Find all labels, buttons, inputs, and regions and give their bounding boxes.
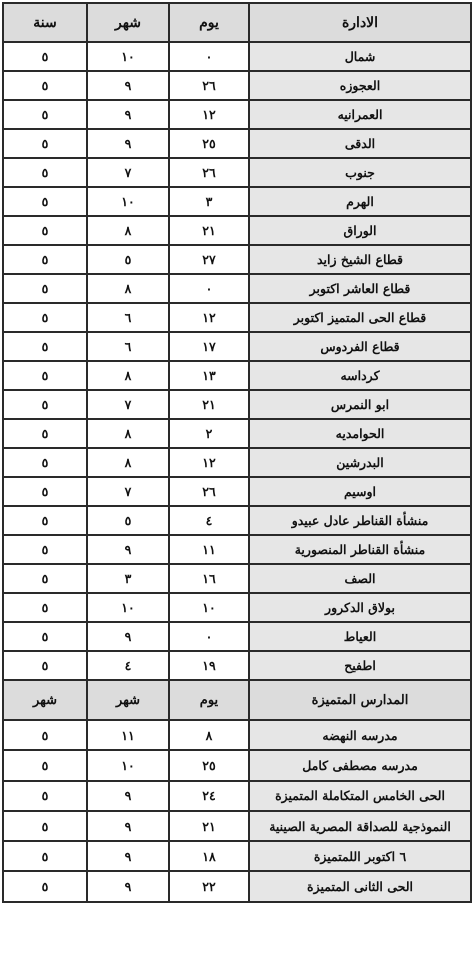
row-month-cell: ٩: [87, 100, 169, 129]
row-month-cell: ٣: [87, 564, 169, 593]
table-row: [3, 216, 471, 245]
table-row: [3, 129, 471, 158]
table-row: [3, 622, 471, 651]
table-row: [3, 303, 471, 332]
table-row: [3, 448, 471, 477]
row-year-cell: ٥: [3, 506, 87, 535]
row-day-cell: ٨: [169, 720, 249, 750]
table-row: [3, 100, 471, 129]
row-year-cell: ٥: [3, 390, 87, 419]
row-month-cell: ٧: [87, 390, 169, 419]
row-month-cell: ٩: [87, 781, 169, 811]
row-day-cell: ١٩: [169, 651, 249, 680]
row-day-cell: ١٣: [169, 361, 249, 390]
row-month-cell: ٨: [87, 216, 169, 245]
row-month-cell: ٨: [87, 274, 169, 303]
row-year-cell: ٥: [3, 781, 87, 811]
row-year-cell: ٥: [3, 129, 87, 158]
row-month-cell: ٩: [87, 535, 169, 564]
row-month-cell: ٩: [87, 129, 169, 158]
table-row: [3, 332, 471, 361]
row-year-cell: ٥: [3, 419, 87, 448]
row-year-cell: ٥: [3, 811, 87, 841]
row-month-cell: ٩: [87, 841, 169, 871]
row-day-cell: ١٢: [169, 303, 249, 332]
row-month-cell: ٦: [87, 303, 169, 332]
header-month-2: شهر: [87, 680, 169, 720]
row-day-cell: ١٦: [169, 564, 249, 593]
row-name-cell: العجوزه: [249, 71, 471, 100]
row-month-cell: ٥: [87, 245, 169, 274]
table-row: [3, 720, 471, 750]
row-day-cell: ٢٦: [169, 477, 249, 506]
table-row: [3, 390, 471, 419]
row-month-cell: ١٠: [87, 187, 169, 216]
row-name-cell: ابو النمرس: [249, 390, 471, 419]
row-name-cell: الوراق: [249, 216, 471, 245]
row-day-cell: ١٠: [169, 593, 249, 622]
row-month-cell: ٩: [87, 871, 169, 901]
schedule-table: [2, 2, 472, 903]
row-name-cell: الحى الثانى المتميزة: [249, 871, 471, 901]
table-row: [3, 158, 471, 187]
table-row: [3, 593, 471, 622]
row-name-cell: العياط: [249, 622, 471, 651]
row-year-cell: ٥: [3, 651, 87, 680]
row-month-cell: ١٠: [87, 593, 169, 622]
row-month-cell: ٧: [87, 477, 169, 506]
table-row: [3, 841, 471, 871]
row-day-cell: ٢١: [169, 811, 249, 841]
row-name-cell: الحى الخامس المتكاملة المتميزة: [249, 781, 471, 811]
table-row: [3, 419, 471, 448]
row-name-cell: قطاع العاشر اكتوبر: [249, 274, 471, 303]
header-year: سنة: [3, 3, 87, 42]
table-row: [3, 506, 471, 535]
row-name-cell: الدقى: [249, 129, 471, 158]
row-day-cell: ٠: [169, 622, 249, 651]
row-day-cell: ١٧: [169, 332, 249, 361]
table-row: [3, 651, 471, 680]
row-year-cell: ٥: [3, 720, 87, 750]
row-year-cell: ٥: [3, 187, 87, 216]
row-day-cell: ٢٦: [169, 71, 249, 100]
row-day-cell: ٢٢: [169, 871, 249, 901]
row-year-cell: ٥: [3, 303, 87, 332]
section1-header-row: [3, 3, 471, 42]
row-day-cell: ٢٥: [169, 750, 249, 780]
header-administration: الادارة: [249, 3, 471, 42]
header-day-2: يوم: [169, 680, 249, 720]
row-year-cell: ٥: [3, 564, 87, 593]
table-row: [3, 477, 471, 506]
header-day: يوم: [169, 3, 249, 42]
row-year-cell: ٥: [3, 361, 87, 390]
row-day-cell: ٢٦: [169, 158, 249, 187]
row-name-cell: الحوامديه: [249, 419, 471, 448]
row-day-cell: ٢١: [169, 390, 249, 419]
row-name-cell: جنوب: [249, 158, 471, 187]
row-month-cell: ٨: [87, 361, 169, 390]
row-name-cell: منشأة القناطر عادل عبيدو: [249, 506, 471, 535]
row-name-cell: منشأة القناطر المنصورية: [249, 535, 471, 564]
row-month-cell: ١٠: [87, 42, 169, 71]
row-month-cell: ٧: [87, 158, 169, 187]
row-month-cell: ٦: [87, 332, 169, 361]
row-name-cell: كرداسه: [249, 361, 471, 390]
row-year-cell: ٥: [3, 750, 87, 780]
table-row: [3, 187, 471, 216]
row-month-cell: ٥: [87, 506, 169, 535]
row-name-cell: شمال: [249, 42, 471, 71]
row-year-cell: ٥: [3, 448, 87, 477]
row-day-cell: ٢: [169, 419, 249, 448]
row-month-cell: ١١: [87, 720, 169, 750]
row-day-cell: ٢٧: [169, 245, 249, 274]
table-row: [3, 781, 471, 811]
row-day-cell: ١٢: [169, 100, 249, 129]
row-year-cell: ٥: [3, 871, 87, 901]
row-month-cell: ٨: [87, 419, 169, 448]
row-name-cell: اطفيح: [249, 651, 471, 680]
row-month-cell: ١٠: [87, 750, 169, 780]
row-year-cell: ٥: [3, 332, 87, 361]
row-day-cell: ٠: [169, 42, 249, 71]
row-year-cell: ٥: [3, 245, 87, 274]
header-month-3: شهر: [3, 680, 87, 720]
row-month-cell: ٩: [87, 622, 169, 651]
row-month-cell: ٩: [87, 71, 169, 100]
row-day-cell: ١٨: [169, 841, 249, 871]
table-row: [3, 750, 471, 780]
table-row: [3, 245, 471, 274]
row-day-cell: ١١: [169, 535, 249, 564]
row-name-cell: اوسيم: [249, 477, 471, 506]
row-name-cell: البدرشين: [249, 448, 471, 477]
header-schools: المدارس المتميزة: [249, 680, 471, 720]
row-day-cell: ٠: [169, 274, 249, 303]
schedule-table-container: [2, 2, 470, 903]
row-year-cell: ٥: [3, 622, 87, 651]
row-day-cell: ٣: [169, 187, 249, 216]
table-row: [3, 535, 471, 564]
row-name-cell: النموذجية للصداقة المصرية الصينية: [249, 811, 471, 841]
row-month-cell: ٤: [87, 651, 169, 680]
row-year-cell: ٥: [3, 841, 87, 871]
row-name-cell: قطاع الحى المتميز اكتوبر: [249, 303, 471, 332]
table-row: [3, 361, 471, 390]
row-name-cell: مدرسه النهضه: [249, 720, 471, 750]
row-day-cell: ٢٥: [169, 129, 249, 158]
table-row: [3, 871, 471, 901]
row-day-cell: ٢١: [169, 216, 249, 245]
section2-header-row: [3, 680, 471, 720]
row-year-cell: ٥: [3, 216, 87, 245]
row-name-cell: الصف: [249, 564, 471, 593]
row-name-cell: قطاع الشيخ زايد: [249, 245, 471, 274]
table-row: [3, 564, 471, 593]
row-day-cell: ٢٤: [169, 781, 249, 811]
header-month: شهر: [87, 3, 169, 42]
row-name-cell: قطاع الفردوس: [249, 332, 471, 361]
table-row: [3, 811, 471, 841]
table-row: [3, 274, 471, 303]
row-year-cell: ٥: [3, 71, 87, 100]
schedule-table-body: [3, 3, 471, 902]
row-name-cell: العمرانيه: [249, 100, 471, 129]
row-name-cell: الهرم: [249, 187, 471, 216]
row-year-cell: ٥: [3, 158, 87, 187]
row-month-cell: ٨: [87, 448, 169, 477]
table-row: [3, 42, 471, 71]
row-name-cell: بولاق الدكرور: [249, 593, 471, 622]
row-year-cell: ٥: [3, 100, 87, 129]
row-day-cell: ٤: [169, 506, 249, 535]
row-year-cell: ٥: [3, 42, 87, 71]
row-year-cell: ٥: [3, 274, 87, 303]
row-name-cell: مدرسه مصطفى كامل: [249, 750, 471, 780]
row-month-cell: ٩: [87, 811, 169, 841]
row-year-cell: ٥: [3, 477, 87, 506]
row-day-cell: ١٢: [169, 448, 249, 477]
row-year-cell: ٥: [3, 593, 87, 622]
table-row: [3, 71, 471, 100]
row-name-cell: ٦ اكتوبر اللمتميزة: [249, 841, 471, 871]
row-year-cell: ٥: [3, 535, 87, 564]
